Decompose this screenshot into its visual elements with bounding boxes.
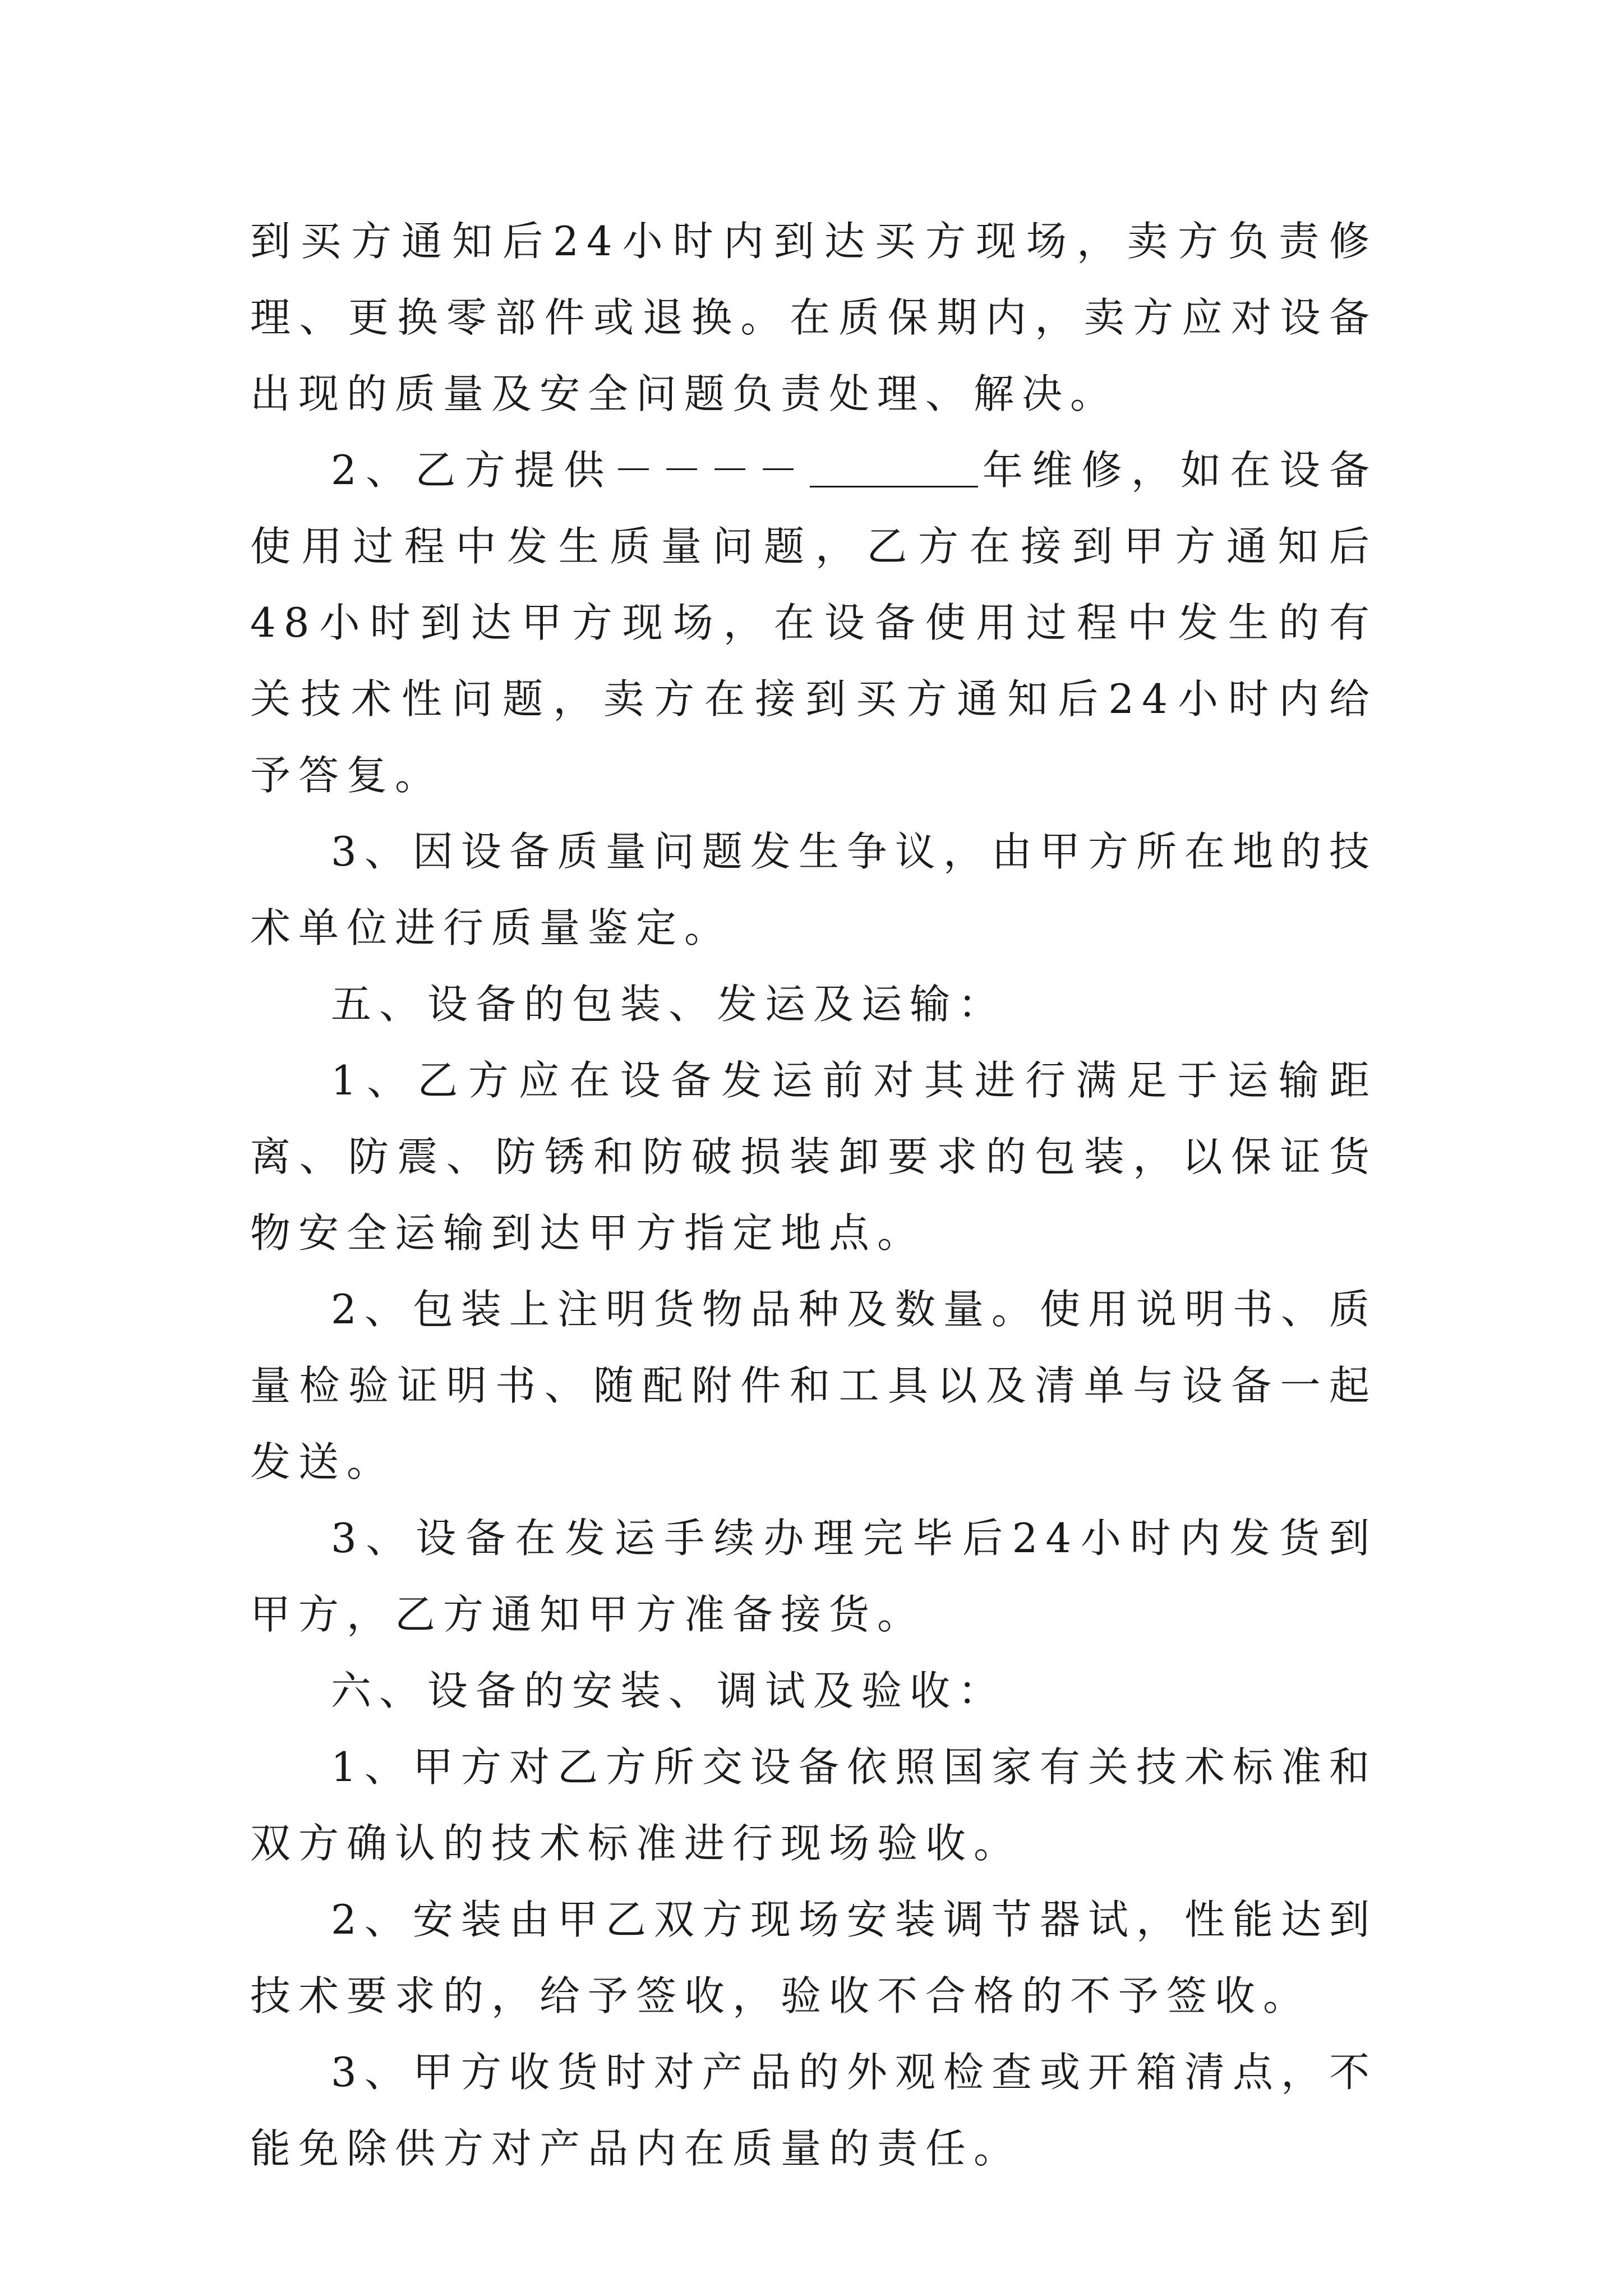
- paragraph-text: 1、甲方对乙方所交设备依照国家有关技术标准和双方确认的技术标准进行现场验收。: [250, 1743, 1377, 1867]
- paragraph-text: 到买方通知后24小时内到达买方现场，卖方负责修理、更换零部件或退换。在质保期内，卖方应对设备出现的质量及安全问题负责处理、解决。: [250, 218, 1377, 417]
- paragraph-quality-dispute: [250, 813, 1377, 966]
- section-heading-text: 六、设备的安装、调试及验收：: [331, 1667, 1007, 1714]
- paragraph-packaging-labels: [250, 1271, 1377, 1500]
- paragraph-text: 3、设备在发运手续办理完毕后24小时内发货到甲方，乙方通知甲方准备接货。: [250, 1515, 1377, 1638]
- paragraph-text: 2、安装由甲乙双方现场安装调节器试，性能达到技术要求的，给予签收，验收不合格的不予签收。: [250, 1896, 1377, 2019]
- paragraph-acceptance-standard: [250, 1729, 1377, 1881]
- paragraph-text: 2、包装上注明货物品种及数量。使用说明书、质量检验证明书、随配附件和工具以及清单与设备一起发送。: [250, 1286, 1377, 1485]
- paragraph-warranty-continued: [250, 203, 1377, 432]
- paragraph-text-before-blank: 2、乙方提供－－－－: [331, 447, 806, 494]
- section-heading-text: 五、设备的包装、发运及运输：: [331, 981, 1007, 1028]
- document-body: [250, 203, 1377, 2187]
- paragraph-maintenance-years: [250, 432, 1377, 813]
- paragraph-packaging-requirements: [250, 1042, 1377, 1271]
- paragraph-installation-testing: [250, 1881, 1377, 2034]
- paragraph-inspection-liability: [250, 2034, 1377, 2187]
- section-heading-packaging: [250, 966, 1377, 1042]
- paragraph-text-after-blank: 年维修，如在设备使用过程中发生质量问题，乙方在接到甲方通知后48小时到达甲方现场，在设备使用过程中发生的有关技术性问题，卖方在接到买方通知后24小时内给予答复。: [250, 447, 1377, 799]
- paragraph-text: 3、因设备质量问题发生争议，由甲方所在地的技术单位进行质量鉴定。: [250, 828, 1377, 951]
- paragraph-shipping-notice: [250, 1500, 1377, 1653]
- section-heading-installation: [250, 1653, 1377, 1729]
- paragraph-text: 1、乙方应在设备发运前对其进行满足于运输距离、防震、防锈和防破损装卸要求的包装，以保证货物安全运输到达甲方指定地点。: [250, 1057, 1377, 1257]
- paragraph-text: 3、甲方收货时对产品的外观检查或开箱清点，不能免除供方对产品内在质量的责任。: [250, 2049, 1377, 2172]
- fill-in-blank-years: [810, 447, 978, 487]
